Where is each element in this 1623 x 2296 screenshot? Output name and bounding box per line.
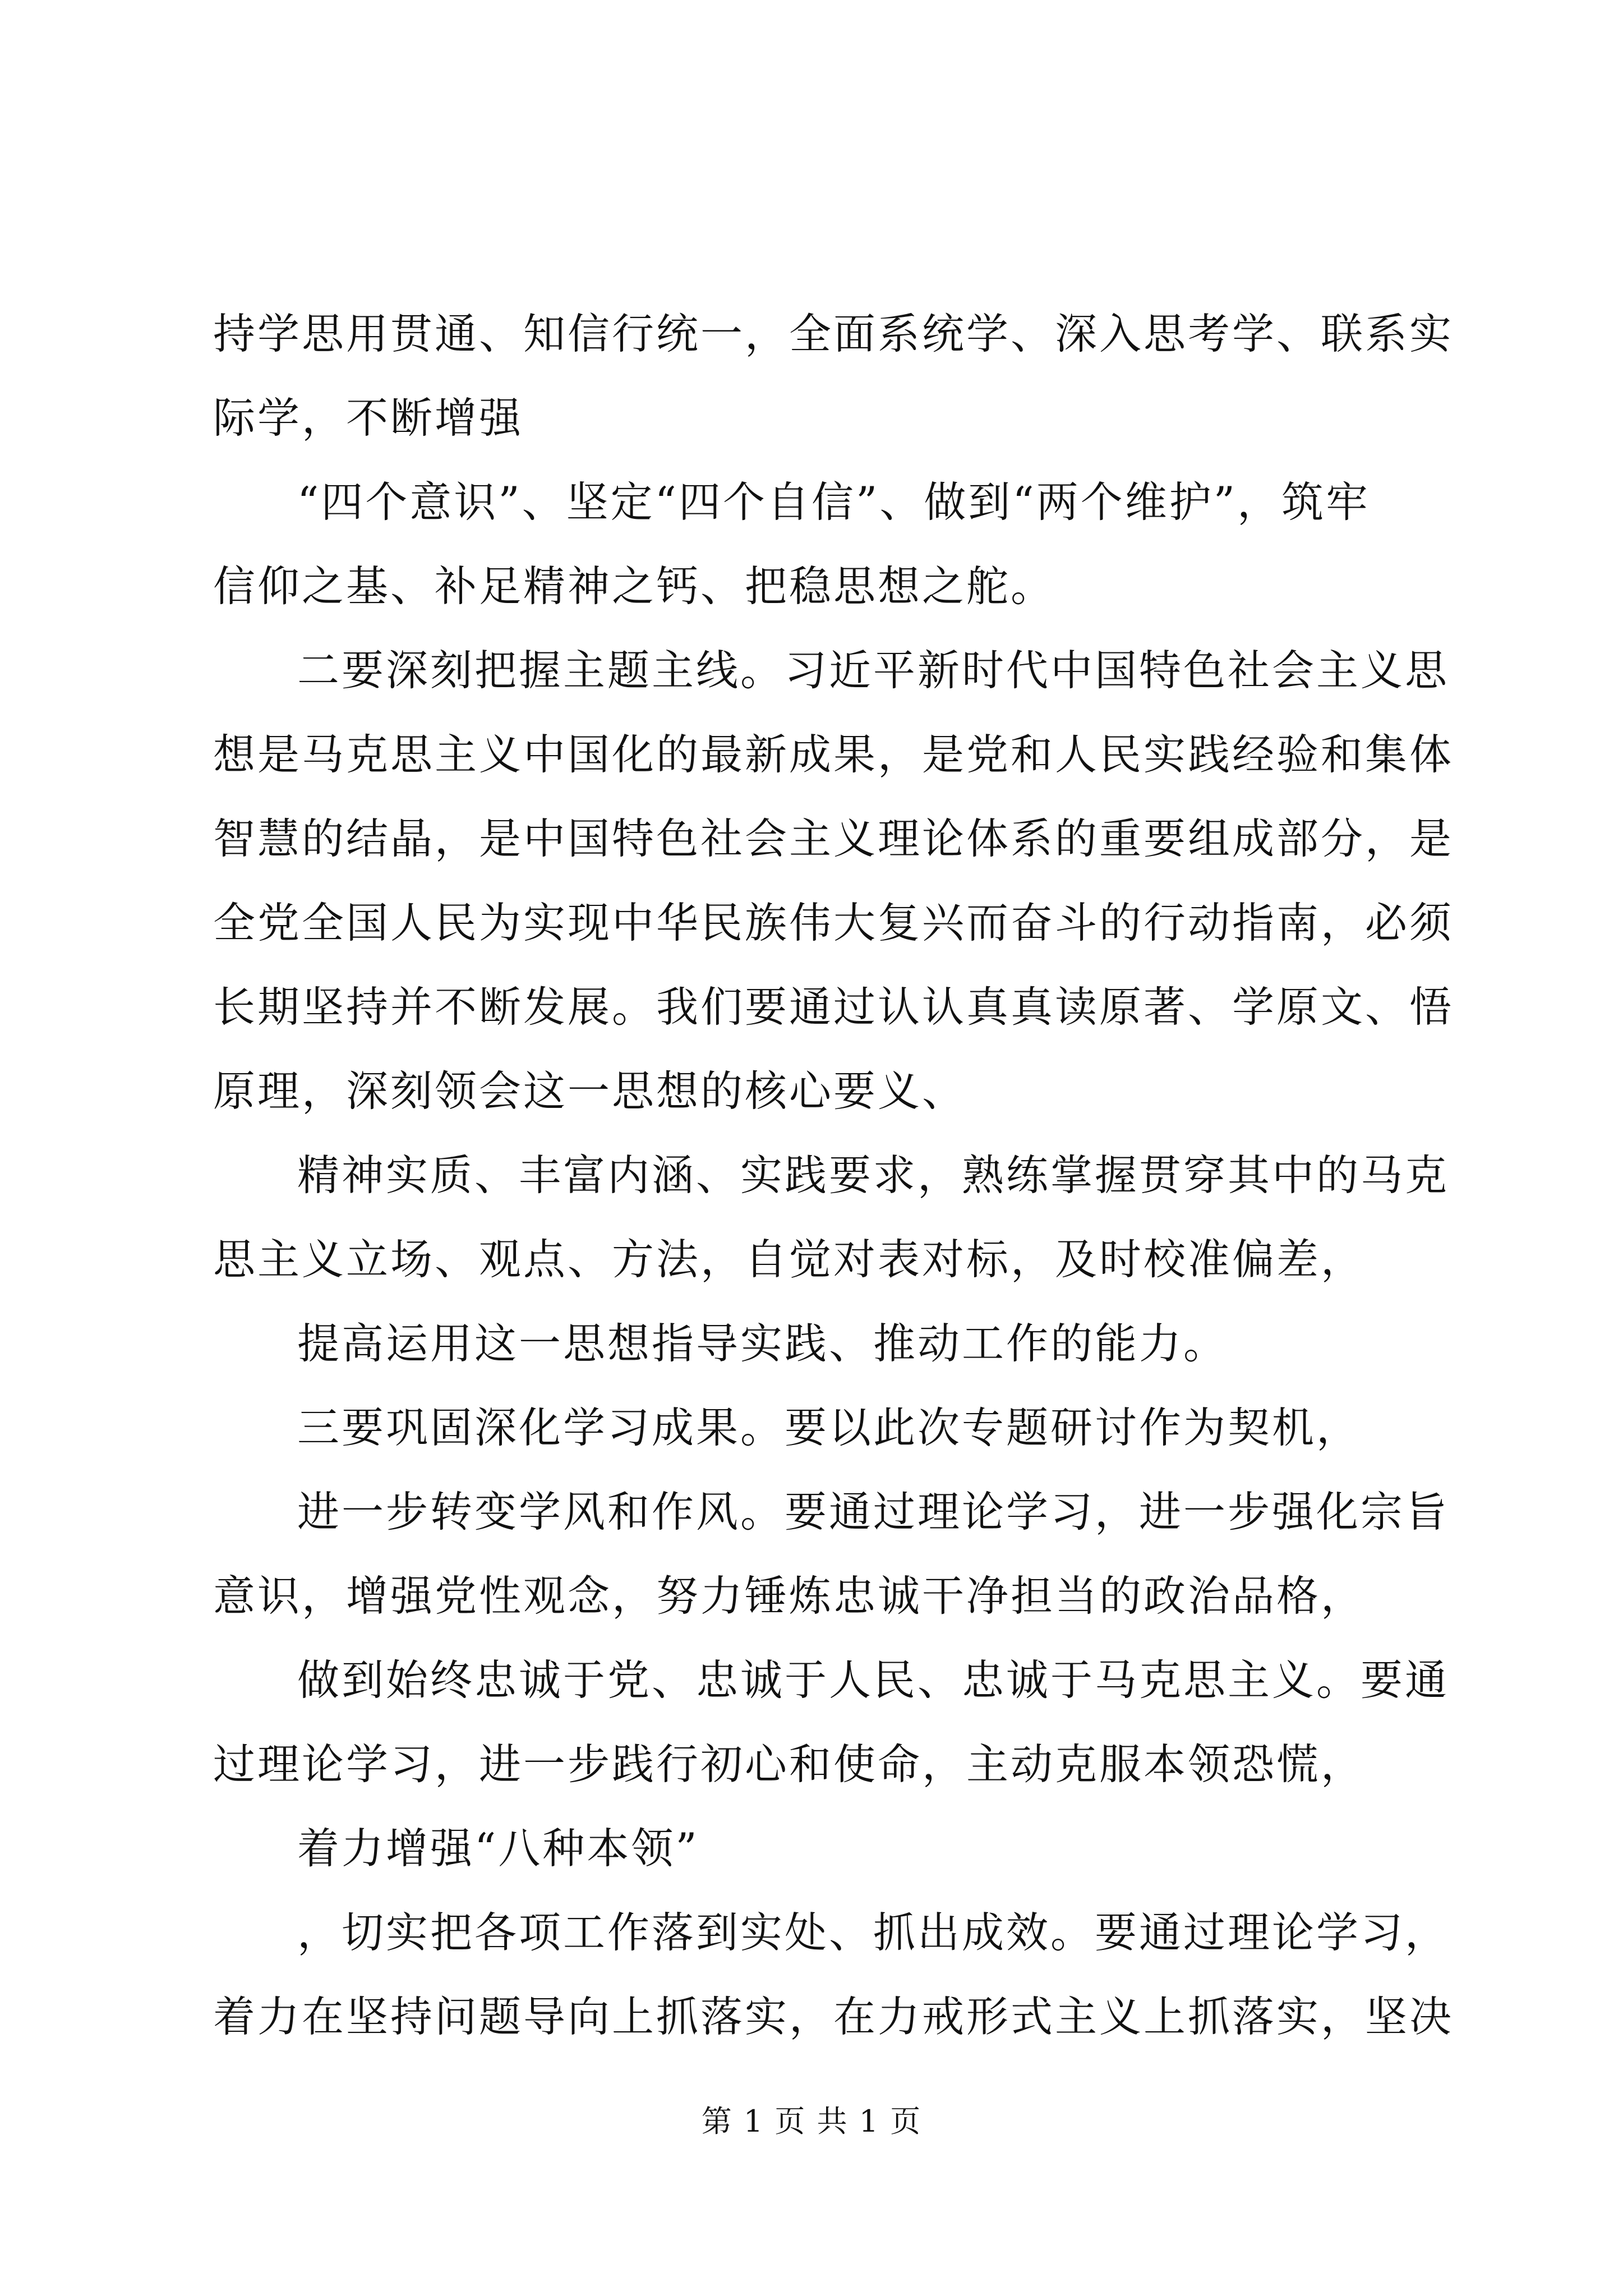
text-line: 进一步转变学风和作风。要通过理论学习，进一步强化宗旨: [297, 1487, 1450, 1536]
text-line: 思主义立场、观点、方法，自觉对表对标，及时校准偏差，: [213, 1235, 1366, 1284]
text-line: 长期坚持并不断发展。我们要通过认认真真读原著、学原文、悟: [213, 982, 1454, 1032]
text-line: 着力在坚持问题导向上抓落实，在力戒形式主义上抓落实，坚决: [213, 1992, 1454, 2041]
text-line: 智慧的结晶，是中国特色社会主义理论体系的重要组成部分，是: [213, 814, 1454, 863]
text-line: 信仰之基、补足精神之钙、把稳思想之舵。: [213, 562, 1055, 611]
text-line: 全党全国人民为实现中华民族伟大复兴而奋斗的行动指南，必须: [213, 898, 1454, 947]
text-line: 持学思用贯通、知信行统一，全面系统学、深入思考学、联系实: [213, 309, 1454, 358]
text-line: 过理论学习，进一步践行初心和使命，主动克服本领恐慌，: [213, 1740, 1366, 1789]
text-line: 做到始终忠诚于党、忠诚于人民、忠诚于马克思主义。要通: [297, 1655, 1450, 1705]
text-line: ，切实把各项工作落到实处、抓出成效。要通过理论学习，: [297, 1908, 1450, 1957]
document-body: [213, 292, 1454, 2059]
text-line: 想是马克思主义中国化的最新成果，是党和人民实践经验和集体: [213, 730, 1454, 779]
text-line: 原理，深刻领会这一思想的核心要义、: [213, 1066, 967, 1116]
text-line: 提高运用这一思想指导实践、推动工作的能力。: [297, 1319, 1228, 1368]
text-line: 意识，增强党性观念，努力锤炼忠诚干净担当的政治品格，: [213, 1571, 1366, 1621]
text-line: 精神实质、丰富内涵、实践要求，熟练掌握贯穿其中的马克: [297, 1151, 1450, 1200]
text-line: 三要巩固深化学习成果。要以此次专题研讨作为契机，: [297, 1403, 1361, 1452]
text-line: 二要深刻把握主题主线。习近平新时代中国特色社会主义思: [297, 646, 1450, 695]
page-number-label: 第 1 页 共 1 页: [701, 2104, 922, 2139]
page-footer: [0, 2099, 1623, 2144]
text-line: “四个意识”、坚定“四个自信”、做到“两个维护”，筑牢: [297, 477, 1371, 527]
text-line: 际学，不断增强: [213, 393, 524, 443]
text-line: 着力增强“八种本领”: [297, 1824, 699, 1873]
